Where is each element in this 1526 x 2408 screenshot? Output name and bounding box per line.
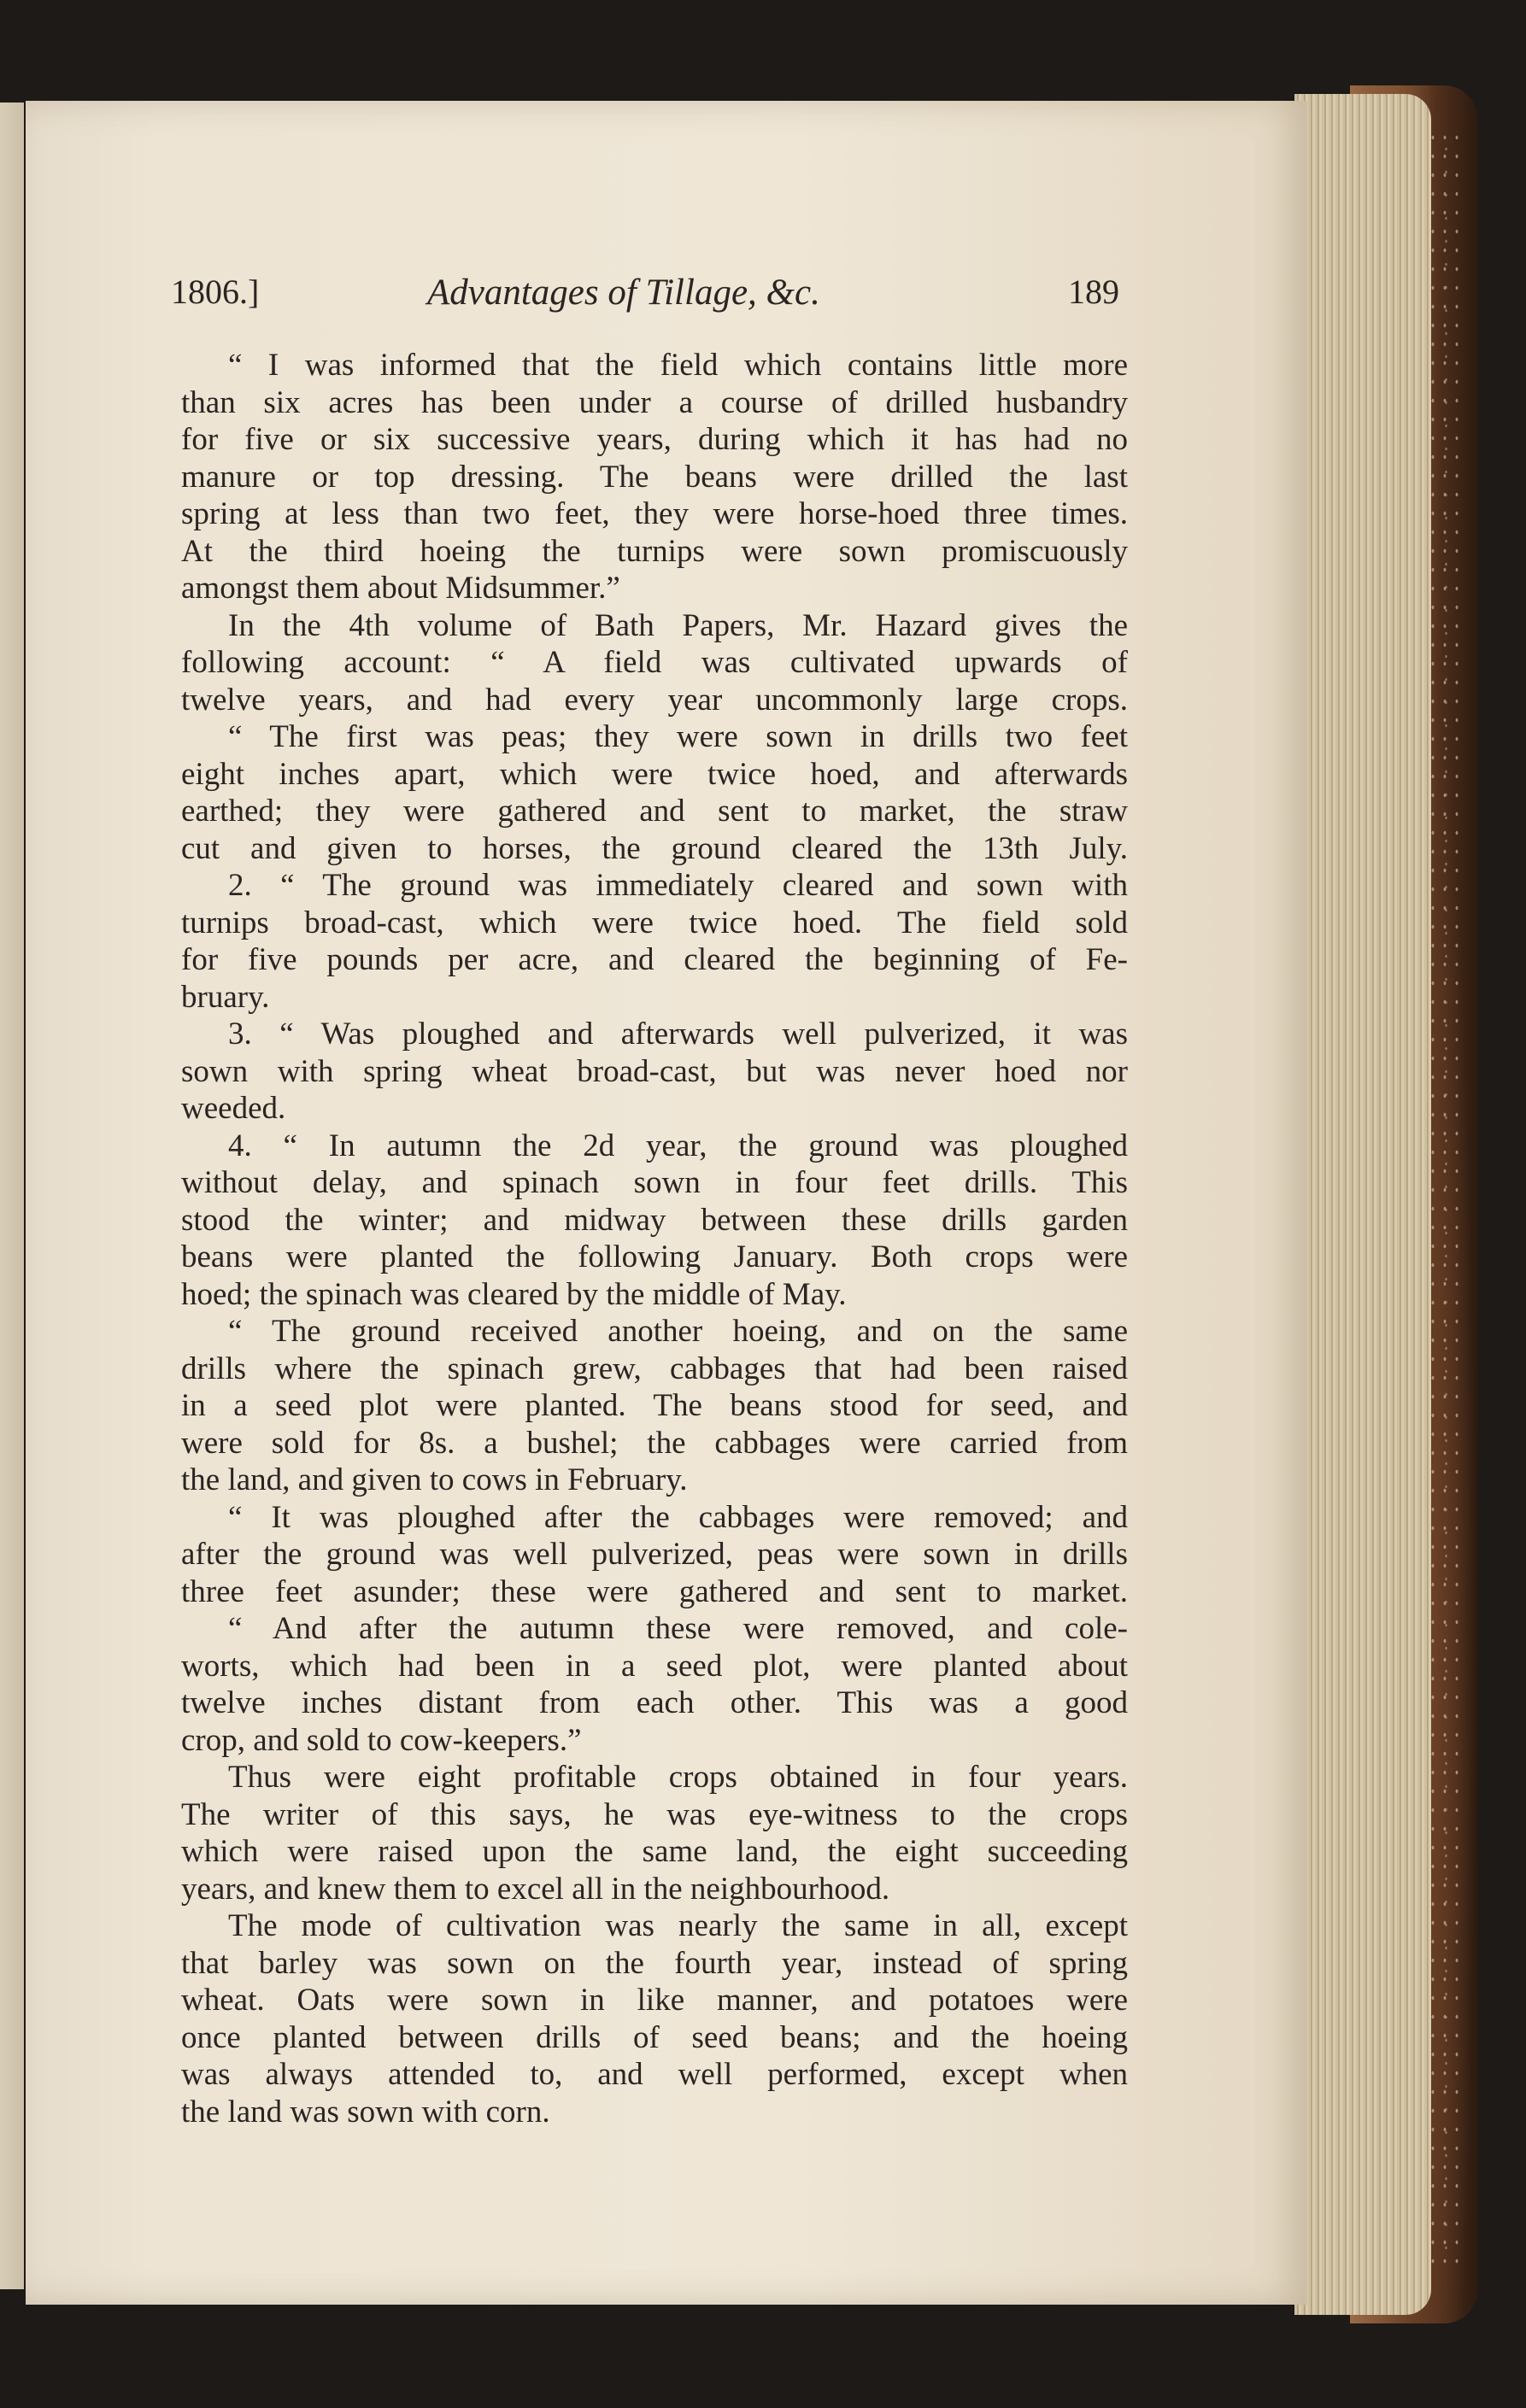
running-head	[171, 272, 1119, 323]
text-line: years, and knew them to excel all in the neighbourhood.	[181, 1871, 890, 1907]
text-line: At the third hoeing the turnips were sown promiscuously	[181, 533, 1128, 569]
text-line: the land, and given to cows in February.	[181, 1462, 688, 1497]
text-line: following account: “ A field was cultivated upwards of	[181, 645, 1128, 680]
text-line: cut and given to horses, the ground cleared the 13th July.	[181, 830, 1128, 866]
text-line: weeded.	[181, 1091, 286, 1126]
text-line: spring at less than two feet, they were horse-hoed three times.	[181, 496, 1128, 531]
text-line: twelve years, and had every year uncommonly large crops.	[181, 682, 1128, 718]
text-line: than six acres has been under a course of drilled husbandry	[181, 384, 1128, 420]
text-line: for five pounds per acre, and cleared the beginning of Fe-	[181, 942, 1128, 977]
header-year: 1806.]	[171, 272, 260, 311]
text-line: three feet asunder; these were gathered and sent to market.	[181, 1573, 1128, 1609]
text-line: manure or top dressing. The beans were drilled the last	[181, 459, 1128, 495]
text-line: without delay, and spinach sown in four feet drills. This	[181, 1165, 1128, 1200]
text-line: “ It was ploughed after the cabbages were removed; and	[228, 1499, 1128, 1535]
text-line: bruary.	[181, 979, 270, 1015]
text-line: earthed; they were gathered and sent to market, the straw	[181, 794, 1128, 829]
text-line: that barley was sown on the fourth year, instead of spring	[181, 1945, 1128, 1981]
text-line: in a seed plot were planted. The beans stood for seed, and	[181, 1388, 1128, 1423]
text-line: crop, and sold to cow-keepers.”	[181, 1722, 582, 1758]
text-line: eight inches apart, which were twice hoed, and afterwards	[181, 756, 1128, 792]
page-number: 189	[1068, 272, 1119, 311]
header-title: Advantages of Tillage, &c.	[427, 272, 820, 313]
text-line: amongst them about Midsummer.”	[181, 571, 620, 606]
text-line: The writer of this says, he was eye-witness to the crops	[181, 1796, 1128, 1832]
text-line: were sold for 8s. a bushel; the cabbages were carried from	[181, 1425, 1128, 1461]
text-line: 2. “ The ground was immediately cleared and sown with	[228, 868, 1128, 903]
body-text	[181, 347, 1128, 2130]
text-line: 4. “ In autumn the 2d year, the ground was ploughed	[228, 1128, 1128, 1163]
text-line: twelve inches distant from each other. This was a good	[181, 1685, 1128, 1720]
text-line: drills where the spinach grew, cabbages that had been raised	[181, 1350, 1128, 1386]
text-line: “ The ground received another hoeing, and on the same	[228, 1314, 1128, 1349]
text-line: In the 4th volume of Bath Papers, Mr. Hazard gives the	[228, 607, 1128, 643]
text-line: was always attended to, and well performed, except when	[181, 2057, 1128, 2092]
text-line: sown with spring wheat broad-cast, but was never hoed nor	[181, 1053, 1128, 1089]
text-line: the land was sown with corn.	[181, 2094, 550, 2130]
text-line: once planted between drills of seed beans; and the hoeing	[181, 2019, 1128, 2055]
text-line: “ I was informed that the field which contains little more	[228, 348, 1128, 383]
text-line: 3. “ Was ploughed and afterwards well pulverized, it was	[228, 1017, 1128, 1052]
text-line: The mode of cultivation was nearly the same in all, except	[228, 1908, 1128, 1943]
text-line: beans were planted the following January. Both crops were	[181, 1239, 1128, 1274]
text-line: wheat. Oats were sown in like manner, and potatoes were	[181, 1983, 1128, 2018]
text-line: turnips broad-cast, which were twice hoed. The field sold	[181, 905, 1128, 940]
facing-page-edge	[0, 103, 24, 2289]
text-line: worts, which had been in a seed plot, were planted about	[181, 1648, 1128, 1684]
text-line: which were raised upon the same land, the eight succeeding	[181, 1834, 1128, 1869]
page-edges	[1294, 94, 1431, 2315]
text-line: “ The first was peas; they were sown in drills two feet	[228, 719, 1128, 754]
text-line: for five or six successive years, during which it has had no	[181, 422, 1128, 457]
text-line: stood the winter; and midway between these drills garden	[181, 1202, 1128, 1238]
text-line: after the ground was well pulverized, peas were sown in drills	[181, 1537, 1128, 1572]
text-line: Thus were eight profitable crops obtained in four years.	[228, 1760, 1128, 1795]
text-line: “ And after the autumn these were removed, and cole-	[228, 1611, 1128, 1646]
text-line: hoed; the spinach was cleared by the middle of May.	[181, 1276, 847, 1312]
